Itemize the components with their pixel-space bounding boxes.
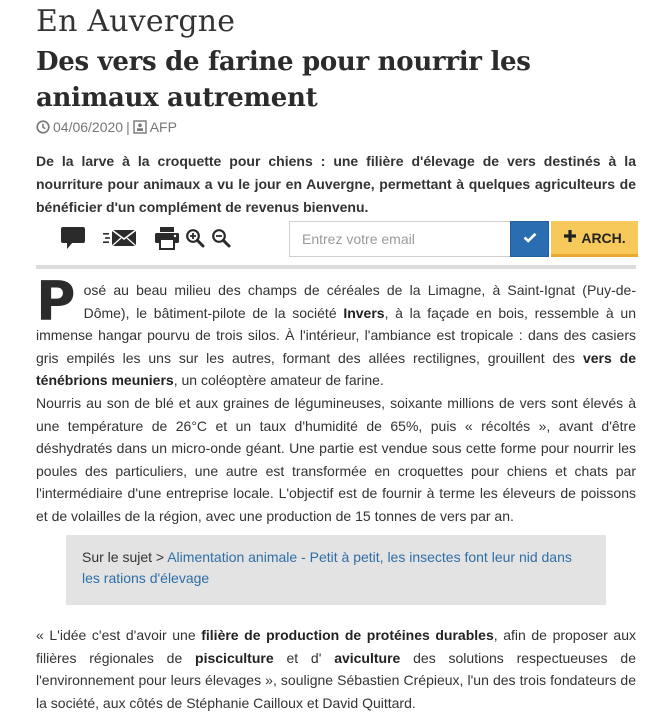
zoom-out-icon[interactable] — [210, 228, 232, 248]
comment-icon[interactable] — [58, 226, 88, 250]
article-author: AFP — [149, 119, 177, 135]
highlight-species: vers de ténébrions meuniers — [36, 349, 636, 388]
article-kicker: En Auvergne — [36, 4, 236, 39]
print-icon[interactable] — [152, 226, 182, 250]
meta-separator: | — [126, 119, 130, 135]
newsletter-form — [289, 221, 549, 257]
author-icon — [133, 120, 147, 134]
related-article-box — [66, 535, 606, 605]
email-input[interactable] — [289, 221, 510, 257]
archive-button-label: ARCH. — [581, 229, 626, 246]
body-paragraph-1: Posé au beau milieu des champs de céréales de la Limagne, à Saint-Ignat (Puy-de-Dôme), le bâtiment-pilote de la société Invers, à la façade en bois, ressemble à un immense hangar pourvu de trois silos. À l'intérieur, l'ambiance est tropicale : dans des casiers gris empilés les uns sur les autres, formant des allées rectilignes, grouillent des vers de ténébrions meuniers, un coléoptère amateur de farine. — [36, 270, 636, 388]
company-name: Invers — [343, 304, 385, 321]
body-paragraph-2: Nourris au son de blé et aux graines de légumineuses, soixante millions de vers sont élevés à une température de 26°C et un taux d'humidité de 65%, puis « récoltés », avant d'être déshydratés dans un micro-onde géant. Une partie est vendue sous cette forme pour nourrir les poules des particuliers, une autre est transformée en croquettes pour chiens et chats par l'intermédiaire d'une entreprise locale. L'objectif est de fournir à terme les éleveurs de poissons et de volailles de la région, avec une production de 15 tonnes de vers par an. — [36, 395, 636, 524]
email-submit-button[interactable] — [510, 221, 549, 257]
check-icon — [523, 230, 537, 248]
article-date: 04/06/2020 — [53, 119, 124, 135]
archive-button[interactable] — [551, 221, 638, 257]
article-toolbar — [58, 226, 232, 250]
related-article-link[interactable]: Alimentation animale - Petit à petit, les insectes font leur nid dans les rations d'élevage — [82, 549, 572, 586]
article-lead: De la larve à la croquette pour chiens : une filière d'élevage de vers destinés à la nourriture pour animaux a vu le jour en Auvergne, permettant à quelques agriculteurs de bénéficier d'un complément de revenus bienvenu. — [36, 153, 636, 215]
toolbar-divider — [36, 265, 636, 269]
dropcap: P — [36, 270, 76, 333]
article-title: Des vers de farine pour nourrir les animaux autrement — [36, 47, 531, 113]
clock-icon — [36, 120, 50, 134]
related-prefix: Sur le sujet > — [82, 549, 168, 565]
article-meta — [36, 119, 177, 135]
body-paragraph-3: « L'idée c'est d'avoir une filière de production de protéines durables, afin de proposer aux filières régionales de pisciculture et d' aviculture des solutions respectueuses de l'environnement pour leurs élevages », souligne Sébastien Crépieux, l'un des trois fondateurs de la société, aux côtés de Stéphanie Cailloux et David Quittard. — [36, 627, 636, 711]
plus-icon — [563, 229, 577, 246]
email-share-icon[interactable] — [98, 229, 142, 247]
zoom-in-icon[interactable] — [184, 228, 206, 248]
